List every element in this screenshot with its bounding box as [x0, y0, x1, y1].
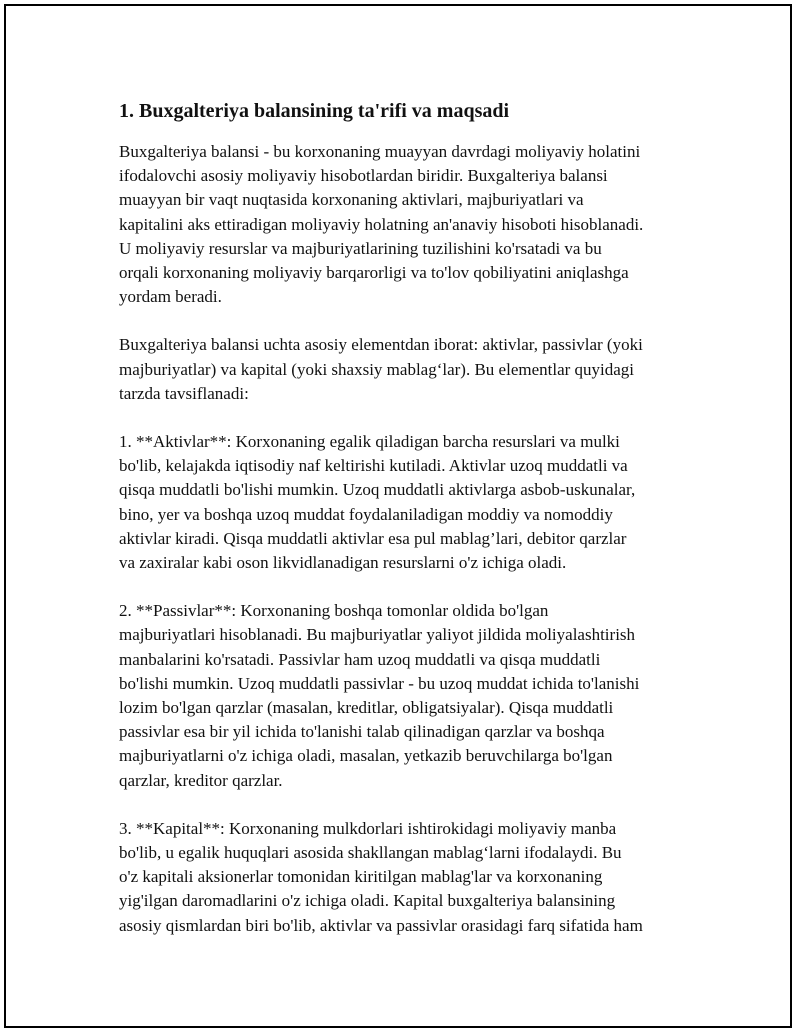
paragraph-aktivlar: 1. **Aktivlar**: Korxonaning egalik qiladigan barcha resurslari va mulki bo'lib, kelajakda iqtisodiy naf keltirishi kutiladi. Aktivlar uzoq muddatli va qisqa muddatli bo'lishi mumkin. Uzoq muddatli aktivlarga asbob-uskunalar, bino, yer va boshqa uzoq muddat foydalaniladigan moddiy va nomoddiy aktivlar kiradi. Qisqa muddatli aktivlar esa pul mablag’lari, debitor qarzlar va zaxiralar kabi oson likvidlanadigan resurslarni o'z ichiga oladi.: [119, 432, 636, 573]
paragraph-kapital: 3. **Kapital**: Korxonaning mulkdorlari ishtirokidagi moliyaviy manba bo'lib, u egalik huquqlari asosida shakllangan mablag‘larni ifodalaydi. Bu o'z kapitali aksionerlar tomonidan kiritilgan mablag'lar va korxonaning yig'ilgan daromadlarini o'z ichiga oladi. Kapital buxgalteriya balansining asosiy qismlardan biri bo'lib, aktivlar va passivlar orasidagi farq sifatida ham: [119, 818, 643, 935]
paragraph-passivlar: 2. **Passivlar**: Korxonaning boshqa tomonlar oldida bo'lgan majburiyatlari hisoblanadi. Bu majburiyatlar yaliyot jildida moliyalashtirish manbalarini ko'rsatadi. Passivlar ham uzoq muddatli va qisqa muddatli bo'lishi mumkin. Uzoq muddatli passivlar - bu uzoq muddat ichida to'lanishi lozim bo'lgan qarzlar (masalan, kreditlar, obligatsiyalar). Qisqa muddatli passivlar esa bir yil ichida to'lanishi talab qilinadigan qarzlar va boshqa majburiyatlarni o'z ichiga oladi, masalan, yetkazib beruvchilarga bo'lgan qarzlar, kreditor qarzlar.: [119, 601, 640, 790]
section-title: 1. Buxgalteriya balansining ta'rifi va maqsadi: [119, 100, 510, 122]
paragraph-definition: Buxgalteriya balansi - bu korxonaning muayyan davrdagi moliyaviy holatini ifodalovchi asosiy moliyaviy hisobotlardan biridir. Buxgalteriya balansi muayyan bir vaqt nuqtasida korxonaning aktivlari, majburiyatlari va kapitalini aks ettiradigan moliyaviy holatning an'anaviy hisoboti hisoblanadi. U moliyaviy resurslar va majburiyatlarining tuzilishini ko'rsatadi va bu orqali korxonaning moliyaviy barqarorligi va to'lov qobiliyatini aniqlashga yordam beradi.: [119, 142, 644, 307]
document-body: [119, 98, 699, 962]
document-page: [4, 4, 792, 1028]
paragraph-elements-intro: Buxgalteriya balansi uchta asosiy elementdan iborat: aktivlar, passivlar (yoki majburiyatlar) va kapital (yoki shaxsiy mablag‘lar). Bu elementlar quyidagi tarzda tavsiflanadi:: [119, 335, 643, 403]
